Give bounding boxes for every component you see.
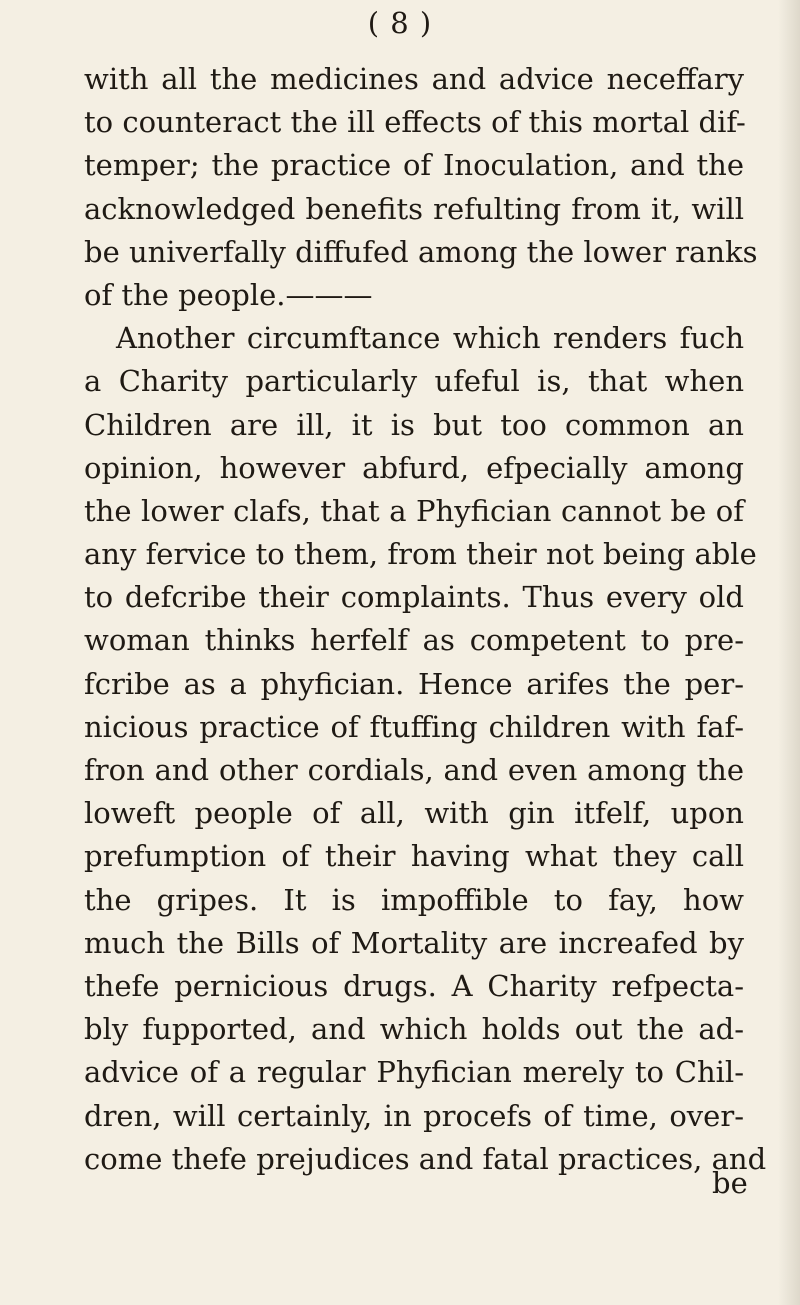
text-line: temper; the practice of Inoculation, and the: [84, 148, 744, 183]
text-line: of the people.———: [84, 277, 373, 312]
text-line: the gripes. It is impoffible to fay, how: [84, 882, 744, 917]
text-line: the lower clafs, that a Phyfician cannot be of: [84, 493, 744, 528]
text-line: bly fupported, and which holds out the ad-: [84, 1012, 744, 1047]
text-line: acknowledged benefits refulting from it, will: [84, 191, 744, 226]
text-line: dren, will certainly, in procefs of time, over-: [84, 1098, 744, 1133]
text-line: advice of a regular Phyfician merely to Chil-: [84, 1055, 744, 1090]
page-number: ( 8 ): [367, 6, 433, 40]
text-line: be univerfally diffufed among the lower ranks: [84, 234, 758, 269]
catchword: be: [712, 1166, 748, 1200]
text-line: prefumption of their having what they call: [84, 839, 744, 874]
text-line: much the Bills of Mortality are increafed by: [84, 925, 744, 960]
text-line: to counteract the ill effects of this mortal dif-: [84, 105, 746, 140]
text-line: opinion, however abfurd, efpecially among: [84, 450, 744, 485]
text-line: loweft people of all, with gin itfelf, upon: [84, 796, 744, 831]
text-line: any fervice to them, from their not being able: [84, 537, 757, 572]
text-line: come thefe prejudices and fatal practices, and: [84, 1141, 767, 1176]
text-line: woman thinks herfelf as competent to pre-: [84, 623, 744, 658]
body-text: [84, 58, 767, 1181]
text-line: to defcribe their complaints. Thus every old: [84, 580, 744, 615]
text-line: a Charity particularly ufeful is, that when: [84, 364, 744, 399]
text-line: fron and other cordials, and even among the: [84, 753, 744, 787]
paragraph-start-line: Another circumftance which renders fuch: [116, 321, 744, 356]
text-line: with all the medicines and advice neceffary: [84, 62, 744, 96]
text-line: thefe pernicious drugs. A Charity refpecta-: [84, 968, 744, 1003]
text-line: Children are ill, it is but too common an: [84, 407, 744, 442]
text-line: nicious practice of ftuffing children with faf-: [84, 709, 744, 744]
page-edge-shadow: [778, 0, 800, 1305]
text-line: fcribe as a phyfician. Hence arifes the per-: [84, 666, 744, 701]
